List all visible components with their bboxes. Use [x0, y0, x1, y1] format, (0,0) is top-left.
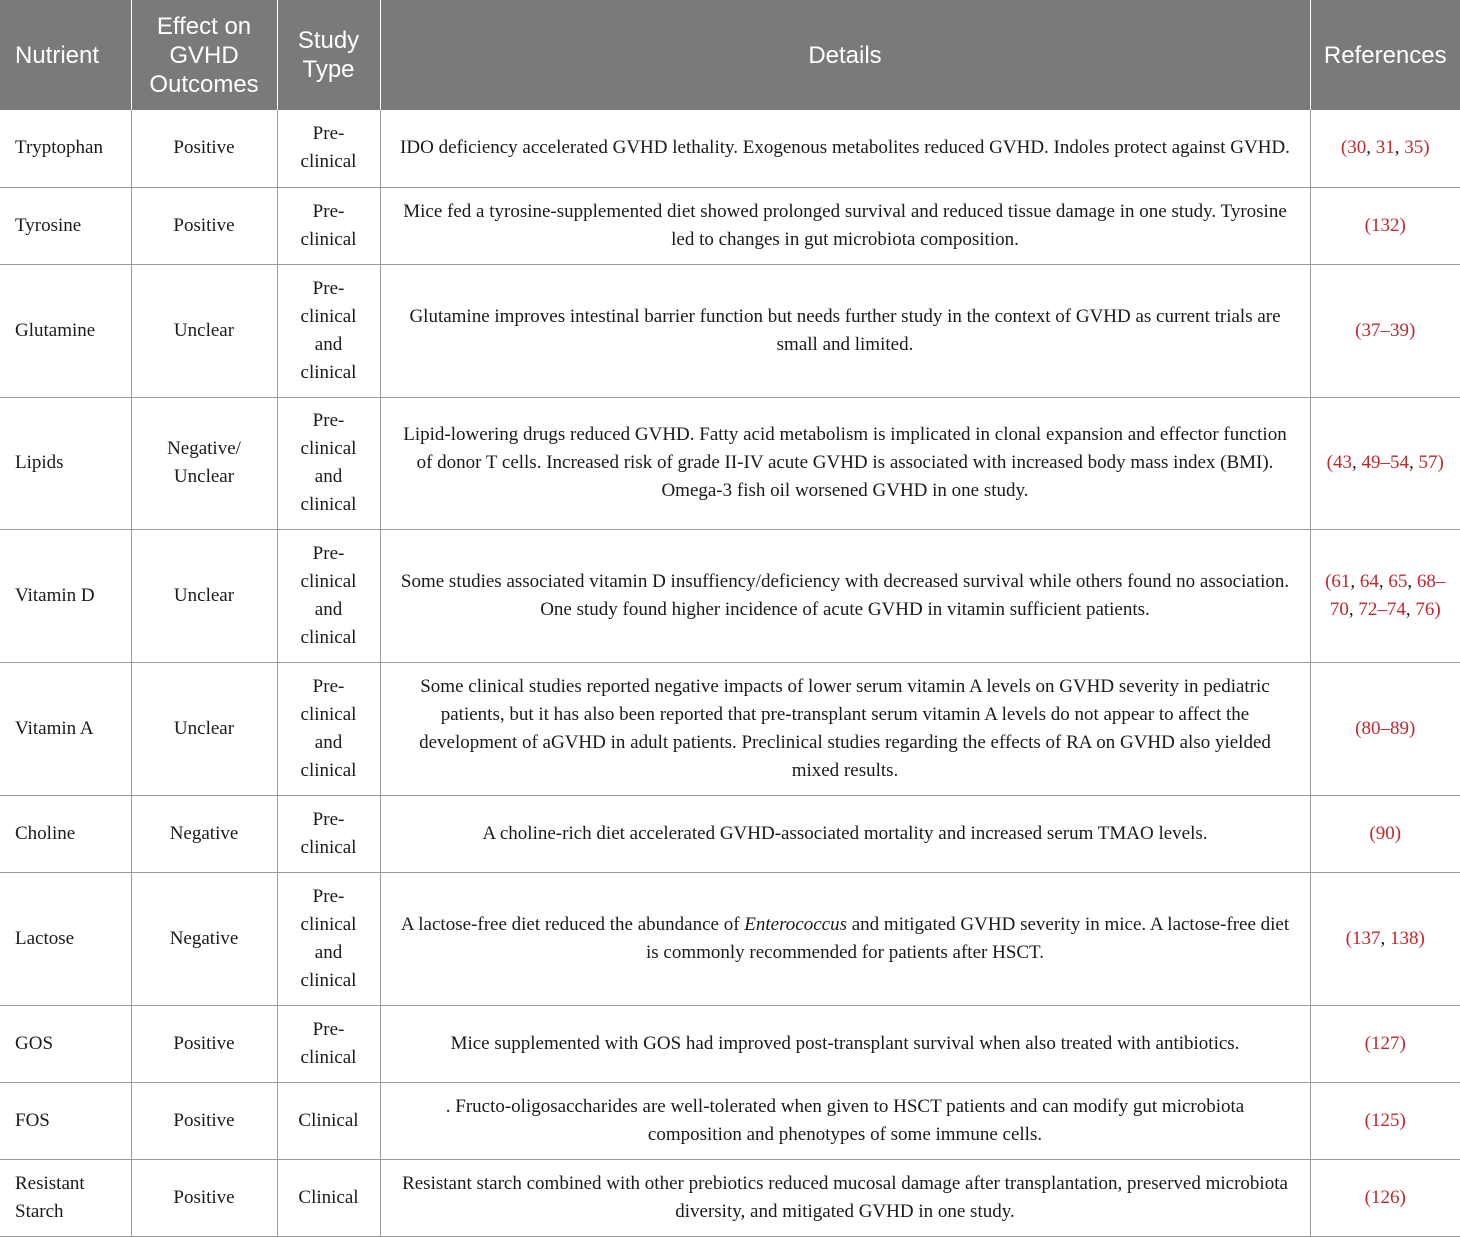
cell-effect: Positive — [131, 110, 277, 187]
cell-nutrient: Glutamine — [0, 264, 131, 397]
reference-link[interactable]: 31 — [1375, 137, 1395, 159]
reference-link[interactable]: 61 — [1331, 570, 1351, 592]
cell-nutrient: Tyrosine — [0, 187, 131, 264]
header-study-type: Study Type — [277, 0, 380, 110]
table-row — [0, 872, 1460, 1005]
cell-references: (137, 138) — [1310, 872, 1460, 1005]
cell-references: (80–89) — [1310, 662, 1460, 795]
cell-details: IDO deficiency accelerated GVHD lethality. Exogenous metabolites reduced GVHD. Indoles protect against GVHD. — [380, 110, 1310, 187]
cell-nutrient: Choline — [0, 795, 131, 872]
cell-references: (126) — [1310, 1159, 1460, 1236]
cell-study-type: Pre-clinical and clinical — [277, 872, 380, 1005]
header-nutrient: Nutrient — [0, 0, 131, 110]
cell-effect: Negative/ Unclear — [131, 397, 277, 529]
cell-references: (30, 31, 35) — [1310, 110, 1460, 187]
reference-link[interactable]: 127 — [1371, 1032, 1400, 1054]
cell-effect: Positive — [131, 1082, 277, 1159]
table-row — [0, 795, 1460, 872]
reference-link[interactable]: 64 — [1359, 570, 1379, 592]
cell-effect: Unclear — [131, 529, 277, 662]
table-row — [0, 1159, 1460, 1236]
cell-details: A choline-rich diet accelerated GVHD-associated mortality and increased serum TMAO levels. — [380, 795, 1310, 872]
table-row — [0, 264, 1460, 397]
cell-nutrient: Vitamin D — [0, 529, 131, 662]
table-row — [0, 397, 1460, 529]
cell-study-type: Pre-clinical — [277, 187, 380, 264]
cell-references: (90) — [1310, 795, 1460, 872]
cell-details: Some clinical studies reported negative impacts of lower serum vitamin A levels on GVHD severity in pediatric patients, but it has also been reported that pre-transplant serum vitamin A levels do not appear to affect the development of aGVHD in adult patients. Preclinical studies regarding the effects of RA on GVHD also yielded mixed results. — [380, 662, 1310, 795]
cell-nutrient: Vitamin A — [0, 662, 131, 795]
reference-link[interactable]: 132 — [1371, 214, 1400, 236]
cell-study-type: Clinical — [277, 1082, 380, 1159]
cell-effect: Positive — [131, 1005, 277, 1082]
reference-link[interactable]: 49–54 — [1361, 452, 1409, 473]
cell-nutrient: Lipids — [0, 397, 131, 529]
cell-effect: Unclear — [131, 264, 277, 397]
cell-references: (132) — [1310, 187, 1460, 264]
reference-link[interactable]: 138 — [1390, 927, 1419, 949]
reference-link[interactable]: 43 — [1333, 452, 1352, 473]
cell-nutrient: Tryptophan — [0, 110, 131, 187]
cell-study-type: Pre-clinical and clinical — [277, 662, 380, 795]
table-row — [0, 662, 1460, 795]
reference-link[interactable]: 80–89 — [1361, 717, 1409, 739]
cell-effect: Negative — [131, 795, 277, 872]
cell-effect: Unclear — [131, 662, 277, 795]
cell-study-type: Pre-clinical and clinical — [277, 397, 380, 529]
reference-link[interactable]: 90 — [1375, 822, 1395, 844]
cell-references: (61, 64, 65, 68–70, 72–74, 76) — [1310, 529, 1460, 662]
cell-details — [380, 872, 1310, 1005]
cell-study-type: Pre-clinical and clinical — [277, 264, 380, 397]
cell-details: Resistant starch combined with other prebiotics reduced mucosal damage after transplantation, preserved microbiota diversity, and mitigated GVHD in one study. — [380, 1159, 1310, 1236]
cell-details: Some studies associated vitamin D insuffiency/deficiency with decreased survival while others found no association. One study found higher incidence of acute GVHD in vitamin sufficient patients. — [380, 529, 1310, 662]
cell-references: (125) — [1310, 1082, 1460, 1159]
table-row — [0, 1082, 1460, 1159]
reference-link[interactable]: 76 — [1415, 598, 1435, 620]
cell-study-type: Pre-clinical — [277, 110, 380, 187]
reference-link[interactable]: 72–74 — [1358, 598, 1406, 620]
table-row — [0, 187, 1460, 264]
table-row — [0, 1005, 1460, 1082]
cell-effect: Negative — [131, 872, 277, 1005]
details-italic-text: Enterococcus — [744, 913, 847, 935]
cell-references: (127) — [1310, 1005, 1460, 1082]
table-body — [0, 110, 1460, 1236]
cell-study-type: Clinical — [277, 1159, 380, 1236]
cell-study-type: Pre-clinical — [277, 795, 380, 872]
cell-effect: Positive — [131, 187, 277, 264]
cell-details: Mice supplemented with GOS had improved post-transplant survival when also treated with antibiotics. — [380, 1005, 1310, 1082]
reference-link[interactable]: 57 — [1418, 452, 1438, 473]
reference-link[interactable]: 125 — [1371, 1109, 1400, 1131]
cell-references: (43, 49–54, 57) — [1310, 397, 1460, 529]
header-details: Details — [380, 0, 1310, 110]
reference-link[interactable]: 68–70 — [1329, 570, 1446, 620]
reference-link[interactable]: 35 — [1404, 137, 1424, 159]
reference-link[interactable]: 37–39 — [1361, 319, 1409, 341]
cell-study-type: Pre-clinical and clinical — [277, 529, 380, 662]
reference-link[interactable]: 126 — [1371, 1186, 1400, 1208]
cell-references: (37–39) — [1310, 264, 1460, 397]
table-row — [0, 529, 1460, 662]
cell-nutrient: Resistant Starch — [0, 1159, 131, 1236]
reference-link[interactable]: 137 — [1352, 927, 1381, 949]
details-text: and mitigated GVHD severity in mice. A lactose-free diet is commonly recommended for patients after HSCT. — [645, 913, 1290, 963]
cell-details: Mice fed a tyrosine-supplemented diet showed prolonged survival and reduced tissue damage in one study. Tyrosine led to changes in gut microbiota composition. — [380, 187, 1310, 264]
header-row — [0, 0, 1460, 110]
cell-details: . Fructo-oligosaccharides are well-tolerated when given to HSCT patients and can modify gut microbiota composition and phenotypes of some immune cells. — [380, 1082, 1310, 1159]
cell-effect: Positive — [131, 1159, 277, 1236]
reference-link[interactable]: 65 — [1388, 570, 1408, 592]
reference-link[interactable]: 30 — [1347, 137, 1367, 159]
header-effect: Effect on GVHD Outcomes — [131, 0, 277, 110]
cell-nutrient: FOS — [0, 1082, 131, 1159]
details-text: A lactose-free diet reduced the abundance of — [400, 913, 745, 935]
cell-details: Lipid-lowering drugs reduced GVHD. Fatty acid metabolism is implicated in clonal expansion and effector function of donor T cells. Increased risk of grade II-IV acute GVHD is associated with increased body mass index (BMI). Omega-3 fish oil worsened GVHD in one study. — [380, 397, 1310, 529]
table-row — [0, 110, 1460, 187]
cell-details: Glutamine improves intestinal barrier function but needs further study in the context of GVHD as current trials are small and limited. — [380, 264, 1310, 397]
header-references: References — [1310, 0, 1460, 110]
cell-nutrient: GOS — [0, 1005, 131, 1082]
cell-study-type: Pre-clinical — [277, 1005, 380, 1082]
cell-nutrient: Lactose — [0, 872, 131, 1005]
